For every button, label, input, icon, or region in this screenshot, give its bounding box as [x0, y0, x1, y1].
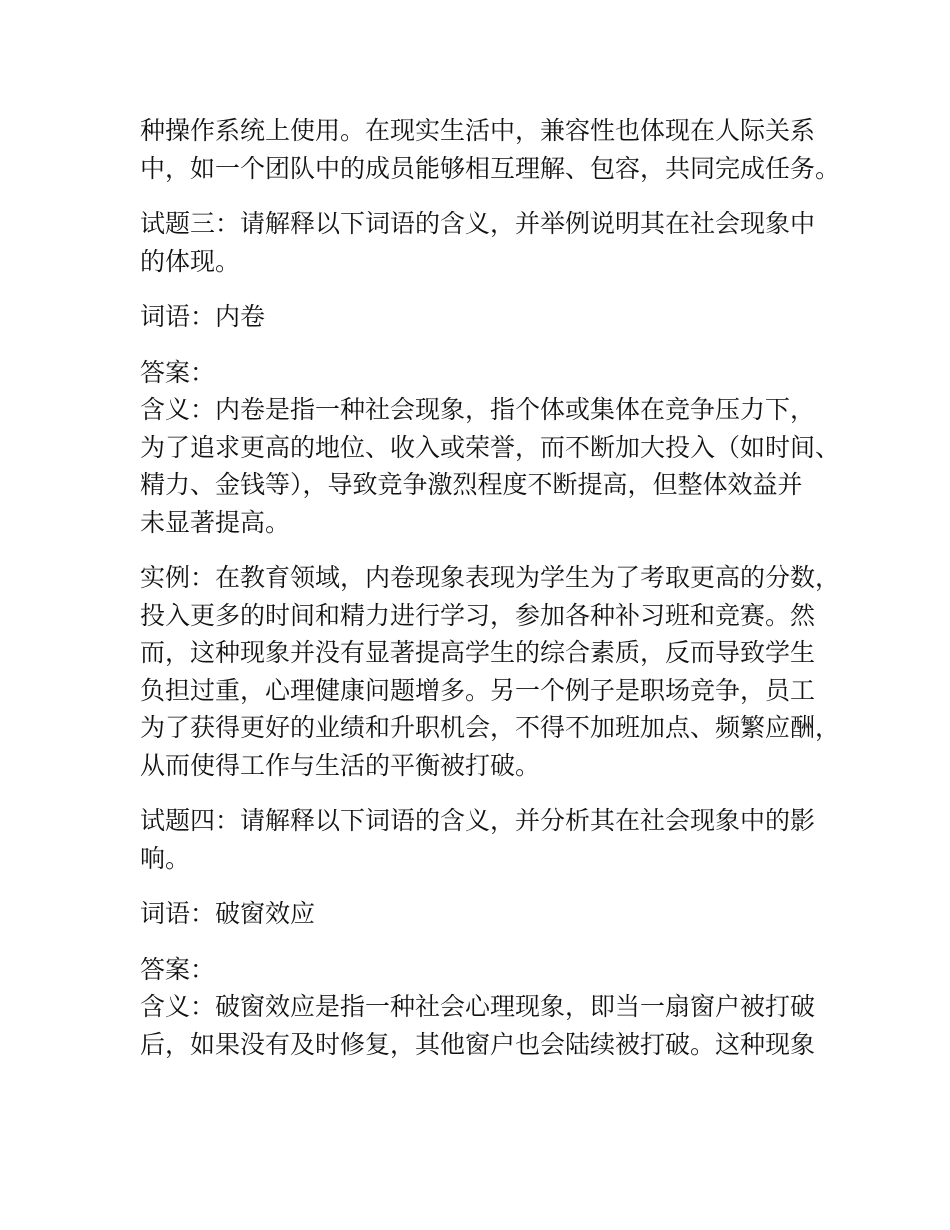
text-line: 响。	[140, 843, 191, 873]
text-line: 词语：破窗效应	[140, 899, 316, 928]
text-line: 后，如果没有及时修复，其他窗户也会陆续被打破。这种现象	[140, 1029, 816, 1059]
text-line: 精力、金钱等），导致竞争激烈程度不断提高，但整体效益并	[140, 470, 803, 499]
text-line: 而，这种现象并没有显著提高学生的综合素质，反而导致学生	[140, 638, 816, 667]
document-body	[140, 112, 841, 1063]
text-line: 试题四：请解释以下词语的含义，并分析其在社会现象中的影	[140, 806, 816, 835]
question-four-heading	[140, 802, 820, 877]
text-line: 试题三：请解释以下词语的含义，并举例说明其在社会现象中	[140, 209, 816, 238]
text-line: 负担过重，心理健康问题增多。另一个例子是职场竞争，员工	[140, 675, 816, 705]
term-involution	[140, 298, 820, 336]
paragraph-compatibility-continued	[140, 112, 841, 187]
text-line: 实例：在教育领域，内卷现象表现为学生为了考取更高的分数，	[140, 563, 841, 592]
text-line: 词语：内卷	[140, 302, 266, 331]
answer-label: 答案：	[140, 357, 216, 387]
text-line: 的体现。	[140, 246, 241, 276]
answer-involution-example	[140, 559, 841, 784]
answer-broken-windows-meaning	[140, 951, 820, 1064]
answer-involution-meaning	[140, 354, 841, 542]
text-line: 含义：破窗效应是指一种社会心理现象，即当一扇窗户被打破	[140, 992, 816, 1021]
text-line: 投入更多的时间和精力进行学习，参加各种补习班和竞赛。然	[140, 600, 816, 630]
answer-label: 答案：	[140, 954, 216, 984]
question-three-heading	[140, 205, 820, 280]
text-line: 中，如一个团队中的成员能够相互理解、包容，共同完成任务。	[140, 153, 841, 183]
text-line: 从而使得工作与生活的平衡被打破。	[140, 750, 541, 780]
text-line: 未显著提高。	[140, 507, 291, 537]
text-line: 含义：内卷是指一种社会现象，指个体或集体在竞争压力下，	[140, 395, 816, 424]
text-line: 为了追求更高的地位、收入或荣誉，而不断加大投入（如时间、	[140, 432, 841, 462]
term-broken-windows	[140, 895, 820, 933]
text-line: 为了获得更好的业绩和升职机会，不得不加班加点、频繁应酬，	[140, 713, 841, 742]
text-line: 种操作系统上使用。在现实生活中，兼容性也体现在人际关系	[140, 116, 816, 145]
